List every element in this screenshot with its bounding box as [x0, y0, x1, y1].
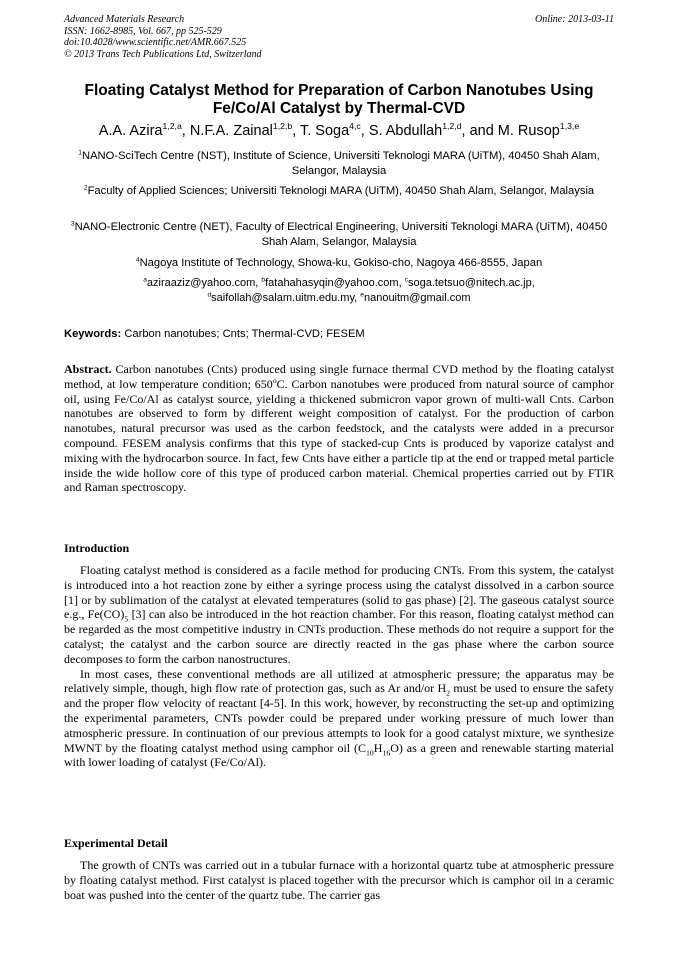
experimental-paragraph-1: The growth of CNTs was carried out in a tubular furnace with a horizontal quartz tube at atmospheric pressure by floating catalyst method. First catalyst is placed together with the precursor which is camphor oil in a ceramic boat was pushed into the center of the quartz tube. The carrier gas [64, 858, 614, 902]
email-line-1: $^a$aziraaziz@yahoo.com, $^b$fatahahasyqin@yahoo.com, $^c$soga.tetsuo@nitech.ac.jp, [143, 276, 535, 289]
intro-p2-text-c: H [373, 740, 383, 755]
experimental-heading: Experimental Detail [64, 836, 168, 850]
email-c[interactable]: soga.tetsuo@nitech.ac.jp [408, 277, 532, 289]
email-b[interactable]: fatahahasyqin@yahoo.com [265, 277, 399, 289]
author-separator: , and [461, 123, 498, 139]
affiliation-number: 2 [83, 184, 88, 192]
experimental-body [64, 858, 614, 902]
journal-name: Advanced Materials Research [64, 14, 185, 25]
intro-paragraph-2 [64, 667, 614, 771]
author-separator: , [292, 123, 300, 139]
keywords-text: Carbon nanotubes; Cnts; Thermal-CVD; FESEM [124, 328, 365, 340]
journal-header [64, 14, 614, 60]
title-line-2: Fe/Co/Al Catalyst by Thermal-CVD [212, 100, 466, 117]
author-name: A.A. Azira [98, 123, 163, 139]
intro-p2-text-b: must be used to ensure the safety and the proper flow velocity of reactant [4-5]. In this work, however, by reconstructing the set-up and optimizing the experimental parameters, CNTs powder could be prepared under working pressure of much lower than atmospheric pressure. In continuation of our previous attempts to look for a good catalyst mixture, we synthesize MWNT by the floating catalyst method using camphor oil (C [64, 681, 614, 755]
author-affil-marker: 1,2,b [272, 121, 293, 132]
subscript: 5 [124, 614, 129, 624]
title-line-1: Floating Catalyst Method for Preparation of Carbon Nanotubes Using [84, 82, 594, 99]
issn-line: ISSN: 1662-8985, Vol. 667, pp 525-529 [64, 25, 222, 37]
email-marker: d [207, 291, 212, 299]
subscript: 2 [446, 688, 451, 698]
keywords-label: Keywords: [64, 328, 122, 340]
email-a[interactable]: aziraaziz@yahoo.com [146, 277, 256, 289]
intro-p1-text-b: [3] can also be introduced in the hot reaction chamber. For this reason, floating catalyst method can be regarded as the most competitive industry in CNTs production. These methods do not require a support for the catalyst; the catalyst and the carbon source are directly reacted in the gas phase where the carbon source decomposes to form the carbon nanostructures. [64, 607, 614, 666]
author-name: M. Rusop [497, 123, 560, 139]
affiliation-3 [64, 220, 614, 250]
subscript: 16 [382, 747, 391, 757]
email-d[interactable]: saifollah@salam.uitm.edu.my [211, 292, 355, 304]
doi-line: doi:10.4028/www.scientific.net/AMR.667.525 [64, 37, 247, 48]
affiliation-text: NANO-Electronic Centre (NET), Faculty of Electrical Engineering, Universiti Teknologi MARA (UiTM), 40450 Shah Alam, Selangor, Malaysia [74, 221, 608, 248]
email-marker: b [261, 276, 266, 284]
author-affil-marker: 1,2,a [162, 121, 182, 132]
affiliation-text: NANO-SciTech Centre (NST), Institute of Science, Universiti Teknologi MARA (UiTM), 40450 Shah Alam, Selangor, Malaysia [82, 150, 600, 177]
affiliation-2 [64, 184, 614, 199]
author-list [20, 122, 658, 140]
paper-title [40, 82, 638, 118]
author-affil-marker: 1,2,d [442, 121, 462, 132]
intro-p2-text-d: O) as a green and renewable starting material with lower loading of catalyst (Fe/Co/Al). [64, 740, 614, 770]
author-name: N.F.A. Zainal [189, 123, 273, 139]
degree-mark: o [272, 375, 277, 385]
author-name: S. Abdullah [368, 123, 443, 139]
affiliation-1 [64, 149, 614, 179]
introduction-heading: Introduction [64, 541, 130, 555]
author-separator: , [181, 123, 190, 139]
email-marker: c [404, 276, 408, 284]
affiliation-number: 1 [78, 149, 83, 157]
abstract [64, 362, 614, 495]
affiliation-number: 3 [70, 220, 75, 228]
author-emails [64, 276, 614, 306]
intro-paragraph-1 [64, 563, 614, 667]
intro-p1-text-a: Floating catalyst method is considered as a facile method for producing CNTs. From this system, the catalyst is introduced into a hot reaction zone by either a syringe process using the catalyst dissolved in a carbon source [1] or by sublimation of the catalyst at elevated temperatures (solid to gas phase) [2]. The gaseous catalyst source e.g., Fe(CO) [64, 563, 614, 622]
author-separator: , [360, 123, 369, 139]
email-marker: a [143, 276, 147, 284]
author-affil-marker: 4,c [349, 121, 361, 132]
intro-p2-text-a: In most cases, these conventional methods are all utilized at atmospheric pressure; the apparatus may be relatively simple, though, high flow rate of protection gas, such as Ar and/or H [64, 666, 614, 696]
author-affil-marker: 1,3,e [559, 121, 580, 132]
email-marker: e [360, 291, 364, 299]
affiliation-text: Nagoya Institute of Technology, Showa-ku, Gokiso-cho, Nagoya 466-8555, Japan [139, 257, 543, 269]
affiliation-number: 4 [135, 256, 140, 264]
email-e[interactable]: nanouitm@gmail.com [363, 292, 471, 304]
author-name: T. Soga [299, 123, 350, 139]
email-line-2: $^d$saifollah@salam.uitm.edu.my, $^e$nanouitm@gmail.com [207, 291, 471, 304]
copyright-line: © 2013 Trans Tech Publications Ltd, Switzerland [64, 48, 262, 60]
affiliation-4 [64, 256, 614, 271]
abstract-text-1: Carbon nanotubes (Cnts) produced using single furnace thermal CVD method by the floating catalyst method, at low temperature condition; 650 [64, 362, 614, 391]
abstract-text-2: C. Carbon nanotubes were produced from natural source of camphor oil, using Fe/Co/Al as catalyst source, yielding a thickened submicron vapor grown of multi-wall Cnts. Carbon nanotubes are observed to form by different weight composition of catalyst. For the production of carbon nanotubes, natural precursor was used as the carbon feedstock, and the catalysts were added in a precursor compound. FESEM analysis confirms that this type of stacked-cup Cnts is produced by vaporize catalyst and mixing with the hydrocarbon source. In fact, few Cnts have either a particle tip at the end or trapped metal particle inside the wide hollow core of this type of produced carbon material. Chemical properties carried out by FTIR and Raman spectroscopy. [64, 376, 615, 495]
online-date: Online: 2013-03-11 [535, 14, 614, 25]
abstract-label: Abstract. [64, 362, 112, 376]
affiliation-text: Faculty of Applied Sciences; Universiti Teknologi MARA (UiTM), 40450 Shah Alam, Selangor, Malaysia [87, 185, 595, 197]
subscript: 10 [366, 747, 374, 757]
keywords [64, 327, 614, 341]
introduction-body [64, 563, 614, 770]
